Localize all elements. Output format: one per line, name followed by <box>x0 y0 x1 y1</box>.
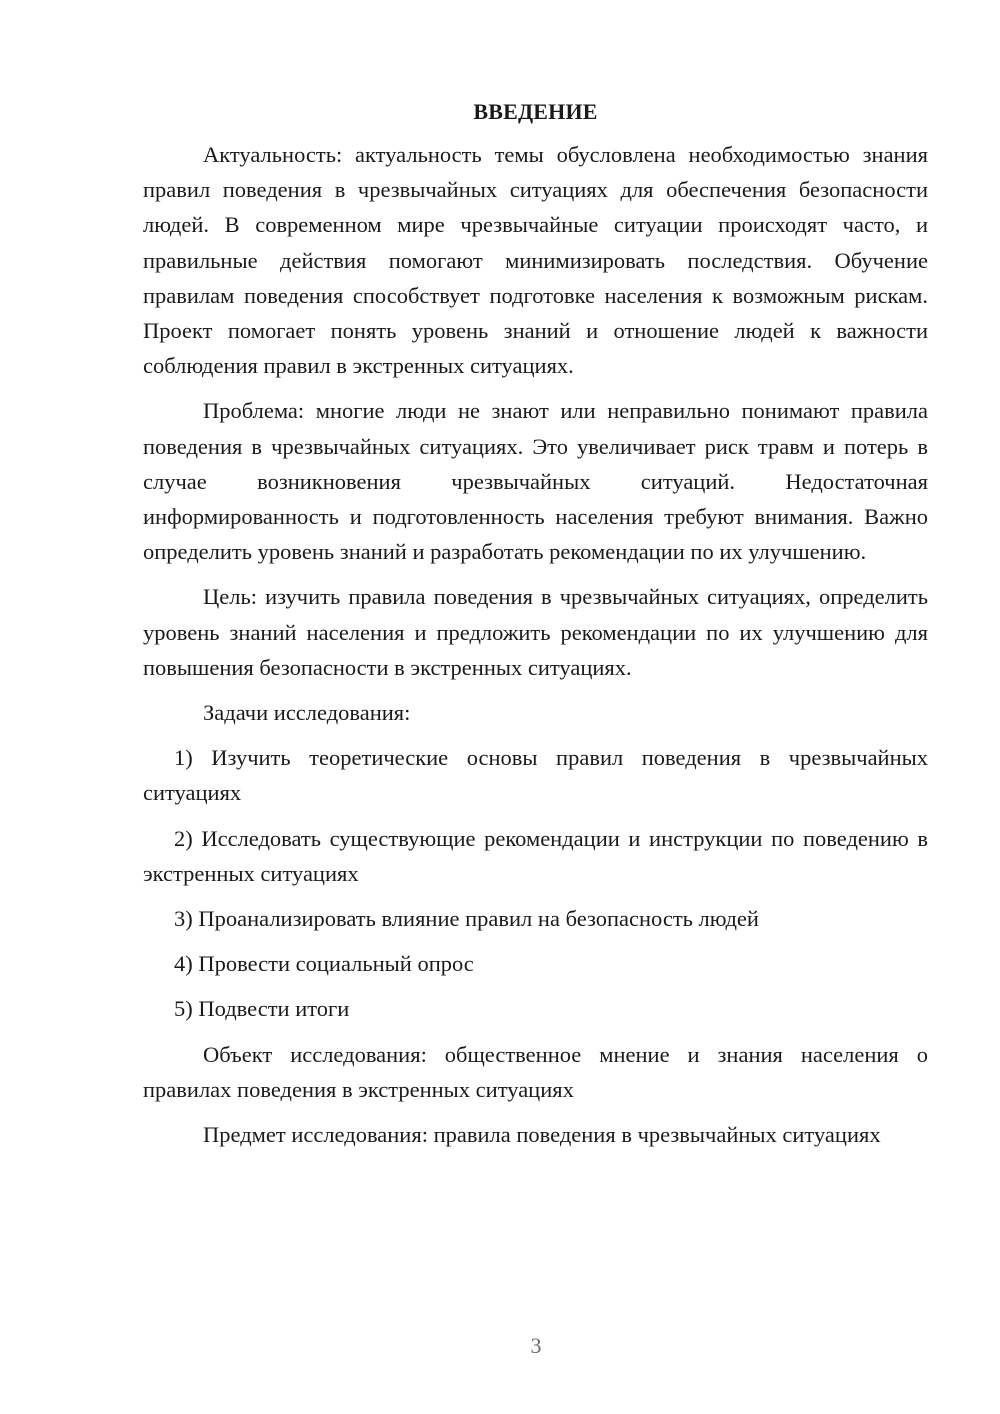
problem-paragraph: Проблема: многие люди не знают или неправильно понимают правила поведения в чрезвычайных ситуациях. Это увеличивает риск травм и потерь в случае возникновения чрезвычайных ситуаций. Недостаточная информированность и подготовленность населения требуют внимания. Важно определить уровень знаний и разработать рекомендации по их улучшению. <box>143 398 928 565</box>
task-item-3: 3) Проанализировать влияние правил на безопасность людей <box>174 906 759 932</box>
task-item-4: 4) Провести социальный опрос <box>174 951 474 977</box>
task-item-2: 2) Исследовать существующие рекомендации и инструкции по поведению в экстренных ситуациях <box>143 825 928 886</box>
section-title: ВВЕДЕНИЕ <box>473 99 598 124</box>
object-paragraph: Объект исследования: общественное мнение и знания населения о правилах поведения в экстренных ситуациях <box>143 1041 928 1102</box>
page-number: 3 <box>530 1333 542 1358</box>
document-page <box>143 94 928 1152</box>
relevance-paragraph: Актуальность: актуальность темы обусловлена необходимостью знания правил поведения в чрезвычайных ситуациях для обеспечения безопасности людей. В современном мире чрезвычайные ситуации происходят часто, и правильные действия помогают минимизировать последствия. Обучение правилам поведения способствует подготовке населения к возможным рискам. Проект помогает понять уровень знаний и отношение людей к важности соблюдения правил в экстренных ситуациях. <box>143 142 928 379</box>
task-item-5: 5) Подвести итоги <box>174 996 350 1022</box>
task-item-1: 1) Изучить теоретические основы правил поведения в чрезвычайных ситуациях <box>143 745 928 806</box>
goal-paragraph: Цель: изучить правила поведения в чрезвычайных ситуациях, определить уровень знаний населения и предложить рекомендации по их улучшению для повышения безопасности в экстренных ситуациях. <box>143 584 928 680</box>
tasks-list <box>143 740 928 1026</box>
tasks-heading: Задачи исследования: <box>203 700 411 726</box>
subject-paragraph: Предмет исследования: правила поведения в чрезвычайных ситуациях <box>203 1122 881 1148</box>
